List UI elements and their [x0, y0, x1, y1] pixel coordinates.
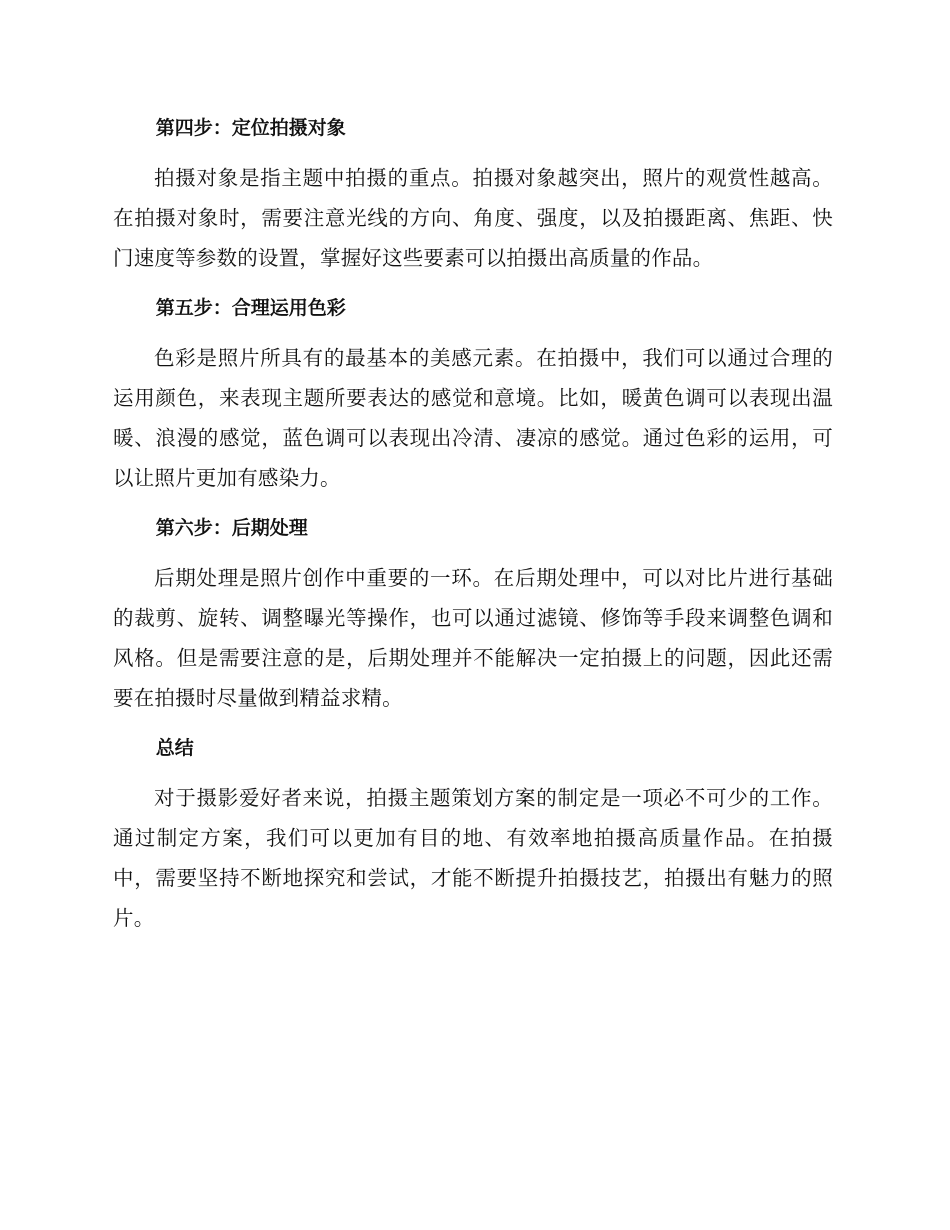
section-body-step6: 后期处理是照片创作中重要的一环。在后期处理中，可以对比片进行基础的裁剪、旋转、调整曝光等操作，也可以通过滤镜、修饰等手段来调整色调和风格。但是需要注意的是，后期处理并不能解决一定拍摄上的问题，因此还需要在拍摄时尽量做到精益求精。	[113, 566, 833, 710]
section-heading-step4: 第四步：定位拍摄对象	[155, 117, 346, 139]
document-page	[113, 108, 833, 948]
section-body-step4: 拍摄对象是指主题中拍摄的重点。拍摄对象越突出，照片的观赏性越高。在拍摄对象时，需要注意光线的方向、角度、强度，以及拍摄距离、焦距、快门速度等参数的设置，掌握好这些要素可以拍摄出高质量的作品。	[113, 166, 833, 270]
section-body-step5: 色彩是照片所具有的最基本的美感元素。在拍摄中，我们可以通过合理的运用颜色，来表现主题所要表达的感觉和意境。比如，暖黄色调可以表现出温暖、浪漫的感觉，蓝色调可以表现出冷清、凄凉的感觉。通过色彩的运用，可以让照片更加有感染力。	[113, 346, 833, 490]
section-body-summary: 对于摄影爱好者来说，拍摄主题策划方案的制定是一项必不可少的工作。通过制定方案，我们可以更加有目的地、有效率地拍摄高质量作品。在拍摄中，需要坚持不断地探究和尝试，才能不断提升拍摄技艺，拍摄出有魅力的照片。	[113, 786, 833, 930]
section-heading-step5: 第五步：合理运用色彩	[155, 297, 346, 319]
section-heading-summary: 总结	[155, 737, 194, 759]
section-heading-step6: 第六步：后期处理	[155, 517, 308, 539]
